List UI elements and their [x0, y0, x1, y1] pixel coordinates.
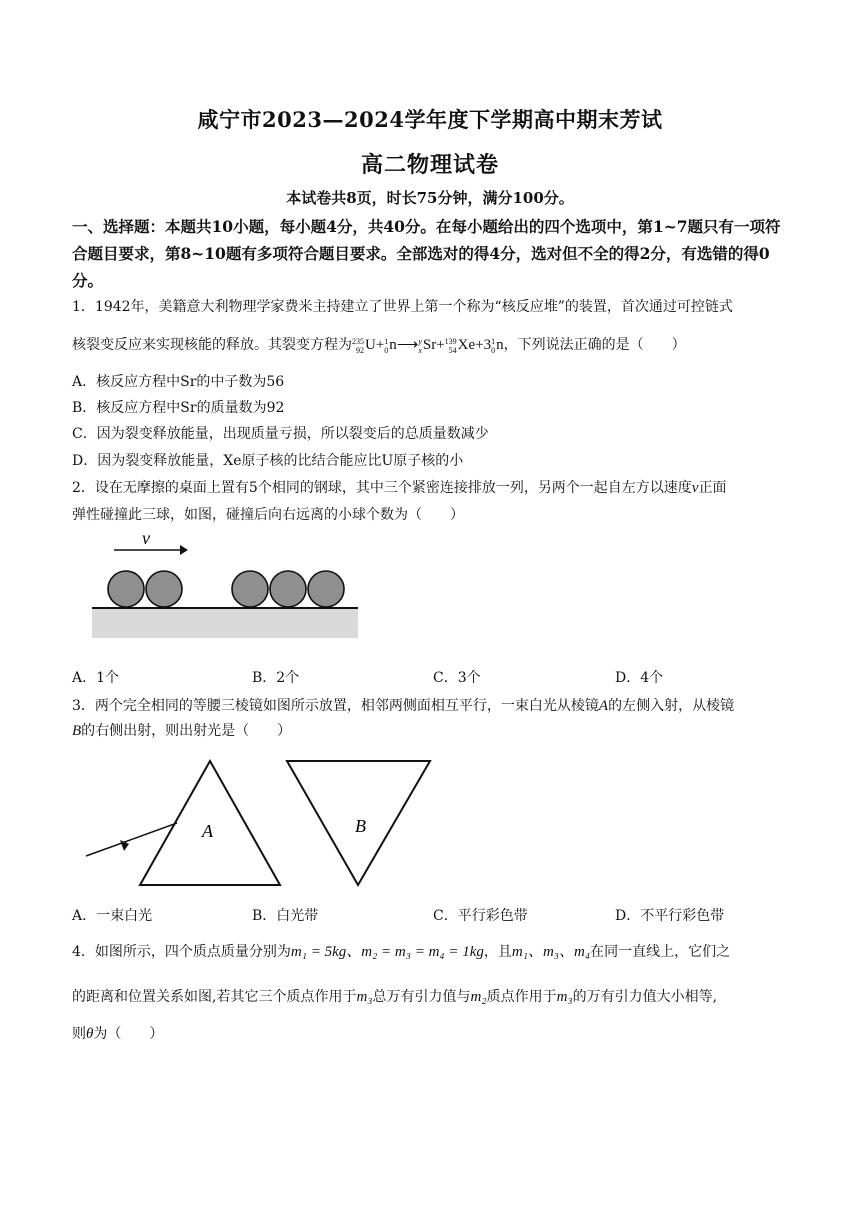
resting-ball-2 — [270, 571, 306, 607]
velocity-label: v — [142, 528, 150, 548]
prism-a-label: A — [202, 821, 213, 841]
q2-line1 — [72, 477, 794, 497]
q3-option-d: D．不平行彩色带 — [615, 908, 725, 924]
q4-line3-text: 则 — [72, 1026, 86, 1042]
moving-ball-1 — [108, 571, 144, 607]
q1-option-c: C．因为裂变释放能量，出现质量亏损，所以裂变后的总质量数减少 — [72, 426, 489, 442]
q3-option-b: B．白光带 — [252, 908, 319, 924]
q3-line2-end: 的右侧出射，则出射光是（ ） — [81, 723, 292, 739]
exam-title: 咸宁市2023—2024学年度下学期高中期末芳试 — [197, 107, 663, 132]
q3-line2 — [72, 720, 794, 740]
q2-option-a: A．1个 — [72, 670, 120, 686]
q4-m3-ref-2: m₃ — [556, 989, 573, 1005]
velocity-arrowhead — [180, 545, 188, 555]
prism-b-label: B — [355, 816, 366, 836]
resting-ball-3 — [308, 571, 344, 607]
q3-option-a: A．一束白光 — [72, 908, 153, 924]
q4-mass-list: m₁、m₃、m₄ — [511, 944, 591, 960]
q2-option-d: D．4个 — [615, 670, 664, 686]
q1-line2-end: ，下列说法正确的是（ ） — [503, 337, 686, 353]
resting-ball-1 — [232, 571, 268, 607]
exam-subtitle: 高二物理试卷 — [360, 152, 499, 178]
table-surface — [92, 608, 358, 638]
q1-option-d: D．因为裂变释放能量，Xe原子核的比结合能应比U原子核的小 — [72, 453, 464, 469]
q4-line1-text: 4．如图所示，四个质点质量分别为 — [72, 944, 291, 960]
q2-option-c: C．3个 — [433, 670, 481, 686]
q4-line2-mid2: 质点作用于 — [486, 989, 557, 1005]
q3-line1-end: 的左侧入射，从棱镜 — [608, 698, 735, 714]
q4-line1-end: 在同一直线上，它们之 — [590, 944, 731, 960]
q1-line2-text: 核裂变反应来实现核能的释放。其裂变方程为 — [72, 337, 352, 353]
q2-line1-text: 2．设在无摩擦的桌面上置有5个相同的钢球，其中三个紧密连接排放一列，另两个一起自左方以速度 — [72, 480, 692, 496]
q2-velocity-var: v — [691, 480, 699, 496]
q4-line1 — [72, 940, 794, 961]
white-light-ray — [86, 823, 177, 856]
section-instructions: 一、选择题：本题共10小题，每小题4分，共40分。在每小题给出的四个选项中，第1~7题只有一项符合题目要求，第8~10题有多项符合题目要求。全部选对的得4分，选对但不全的得2分，有选错的得0分。 — [72, 217, 781, 290]
q3-line1-text: 3．两个完全相同的等腰三棱镜如图所示放置，相邻两侧面相互平行，一束白光从棱镜 — [72, 698, 599, 714]
q4-theta-var: θ — [86, 1026, 94, 1042]
q3-line1 — [72, 695, 794, 715]
q3-option-c: C．平行彩色带 — [433, 908, 528, 924]
q2-line2: 弹性碰撞此三球，如图，碰撞后向右远离的小球个数为（ ） — [72, 507, 464, 523]
collision-figure — [88, 528, 363, 640]
q2-option-b: B．2个 — [252, 670, 300, 686]
q4-m3-ref: m₃ — [356, 989, 373, 1005]
moving-ball-2 — [146, 571, 182, 607]
q2-line1-end: 正面 — [698, 480, 727, 496]
q1-option-b: B．核反应方程中Sr的质量数为92 — [72, 400, 285, 416]
q1-option-a: A．核反应方程中Sr的中子数为56 — [72, 374, 285, 390]
q4-line3-end: 为（ ） — [93, 1026, 164, 1042]
q3-prism-b-ref: B — [72, 723, 82, 739]
q4-m2-ref: m₂ — [470, 989, 487, 1005]
fission-equation: 235 92U+1 0n⟶y xSr+139 54Xe+31 0n — [352, 336, 504, 355]
prism-figure — [80, 755, 440, 890]
q1-line1: 1．1942年，美籍意大利物理学家费米主持建立了世界上第一个称为“核反应堆”的装置，首次通过可控链式 — [72, 299, 733, 315]
q4-line3 — [72, 1023, 794, 1043]
q4-line2-end: 的万有引力值大小相等, — [572, 989, 718, 1005]
q4-mass-equation: m₁ = 5kg、m₂ = m₃ = m₄ = 1kg — [290, 944, 484, 960]
exam-info: 本试卷共8页，时长75分钟，满分100分。 — [286, 189, 574, 207]
q4-line1-mid: ，且 — [483, 944, 512, 960]
q4-line2 — [72, 986, 794, 1006]
q4-line2-text: 的距离和位置关系如图,若其它三个质点作用于 — [72, 989, 357, 1005]
q3-prism-a-ref: A — [598, 698, 609, 714]
q4-line2-mid: 总万有引力值与 — [372, 989, 471, 1005]
q1-line2 — [72, 334, 794, 355]
